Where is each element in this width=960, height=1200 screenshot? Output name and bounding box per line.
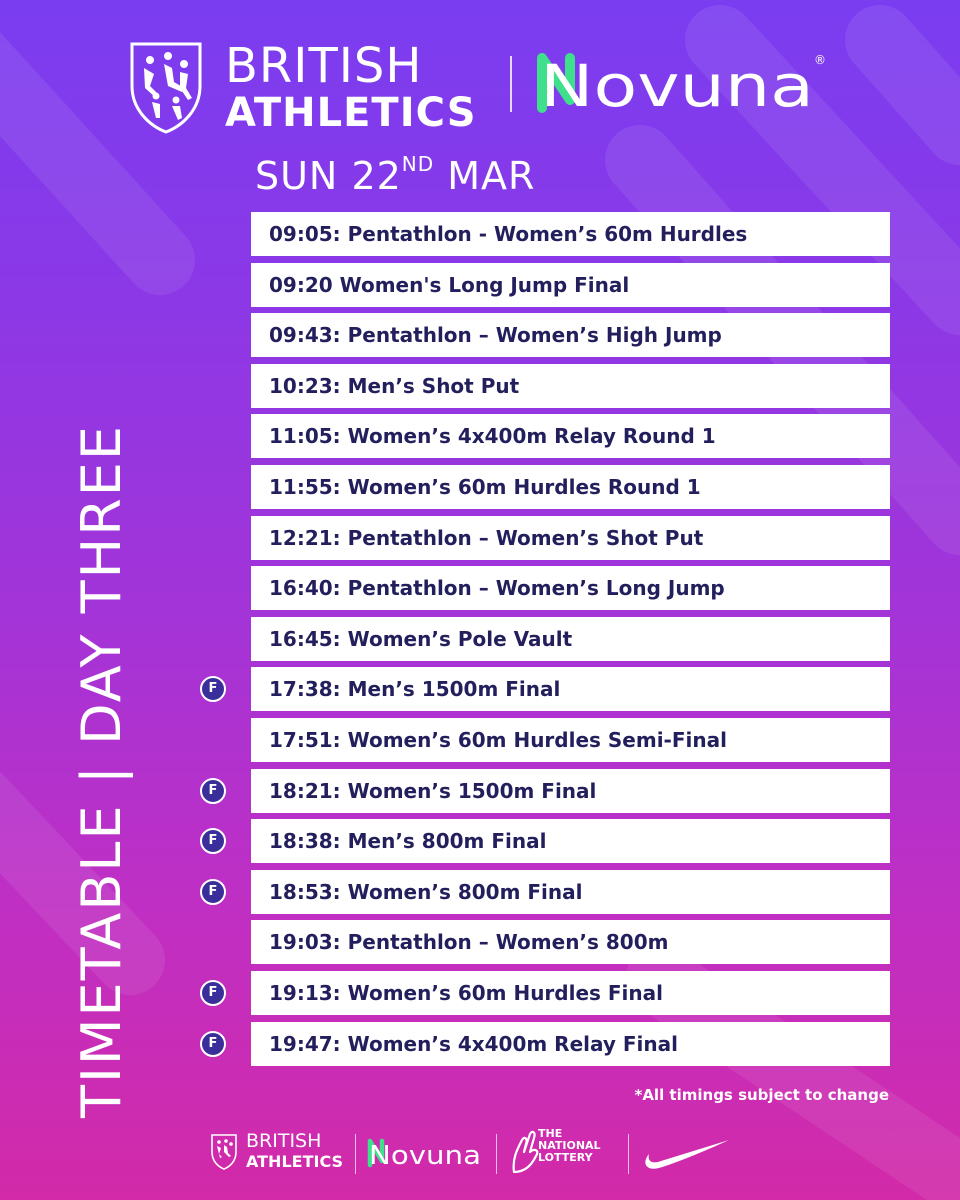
- nike-swoosh-icon: [643, 1134, 731, 1174]
- final-badge-icon: F: [200, 879, 226, 905]
- event-text: 17:38: Men’s 1500m Final: [269, 677, 561, 702]
- final-badge-icon: F: [200, 828, 226, 854]
- event-text: 12:21: Pentathlon – Women’s Shot Put: [269, 525, 704, 550]
- schedule-row: [208, 819, 890, 863]
- schedule-row: [251, 718, 890, 762]
- footer-crest-icon: [209, 1132, 239, 1170]
- schedule-row: [208, 870, 890, 914]
- sponsor-name: Novuna: [540, 52, 814, 114]
- org-name-line2: ATHLETICS: [225, 90, 477, 136]
- schedule-row: [251, 364, 890, 408]
- side-title: TIMETABLE | DAY THREE: [70, 423, 133, 1118]
- final-badge-icon: F: [200, 676, 226, 702]
- novuna-logo: [536, 48, 826, 114]
- event-text: 09:05: Pentathlon - Women’s 60m Hurdles: [269, 222, 748, 246]
- header: [0, 0, 960, 198]
- footer-org-line1: BRITISH: [246, 1130, 322, 1152]
- date-month: MAR: [447, 154, 536, 198]
- schedule-row: [251, 263, 890, 307]
- final-badge-icon: F: [200, 1031, 226, 1057]
- schedule-row: [208, 769, 890, 813]
- event-text: 16:40: Pentathlon – Women’s Long Jump: [269, 576, 725, 601]
- header-divider: [510, 56, 512, 112]
- event-text: 19:13: Women’s 60m Hurdles Final: [269, 980, 664, 1005]
- schedule-row: [251, 566, 890, 610]
- footer-divider: [496, 1134, 497, 1174]
- lottery-line3: LOTTERY: [538, 1151, 593, 1164]
- event-text: 18:21: Women’s 1500m Final: [269, 778, 597, 803]
- final-badge-icon: F: [200, 980, 226, 1006]
- event-text: 09:43: Pentathlon – Women’s High Jump: [269, 323, 722, 348]
- footer-org-line2: ATHLETICS: [246, 1152, 343, 1171]
- lottery-name: [538, 1128, 601, 1164]
- event-text: 19:47: Women’s 4x400m Relay Final: [269, 1031, 678, 1056]
- schedule-row: [208, 971, 890, 1015]
- date-day: SUN 22: [255, 154, 402, 198]
- event-text: 11:55: Women’s 60m Hurdles Round 1: [269, 474, 701, 499]
- schedule-row: [208, 667, 890, 711]
- lottery-line1: THE: [538, 1127, 563, 1140]
- footer-divider: [355, 1134, 356, 1174]
- footer-novuna-logo: [367, 1136, 487, 1168]
- date-ordinal: ND: [401, 152, 435, 176]
- event-text: 17:51: Women’s 60m Hurdles Semi-Final: [269, 727, 727, 752]
- event-text: 09:20 Women's Long Jump Final: [269, 272, 630, 297]
- footer-divider: [628, 1134, 629, 1174]
- schedule-row: [251, 212, 890, 256]
- footer-sponsor-name: Novuna: [369, 1141, 481, 1168]
- schedule-row: [251, 313, 890, 357]
- lottery-line2: NATIONAL: [538, 1139, 601, 1152]
- british-athletics-crest-icon: [126, 38, 206, 134]
- schedule-row: [251, 617, 890, 661]
- event-text: 10:23: Men’s Shot Put: [269, 373, 520, 398]
- event-text: 19:03: Pentathlon – Women’s 800m: [269, 930, 669, 955]
- event-date: [255, 152, 535, 198]
- schedule-row: [251, 516, 890, 560]
- final-badge-icon: F: [200, 778, 226, 804]
- schedule-row: [251, 465, 890, 509]
- schedule-list: [208, 212, 890, 1072]
- registered-mark: ®: [814, 53, 826, 67]
- event-text: 18:38: Men’s 800m Final: [269, 829, 547, 854]
- event-text: 18:53: Women’s 800m Final: [269, 879, 583, 904]
- event-text: 11:05: Women’s 4x400m Relay Round 1: [269, 424, 716, 449]
- schedule-row: [251, 414, 890, 458]
- footer-sponsors: [0, 1120, 960, 1200]
- event-text: 16:45: Women’s Pole Vault: [269, 626, 573, 651]
- disclaimer: *All timings subject to change: [634, 1086, 889, 1104]
- org-name-line1: BRITISH: [225, 38, 423, 94]
- schedule-row: [251, 920, 890, 964]
- schedule-row: [208, 1022, 890, 1066]
